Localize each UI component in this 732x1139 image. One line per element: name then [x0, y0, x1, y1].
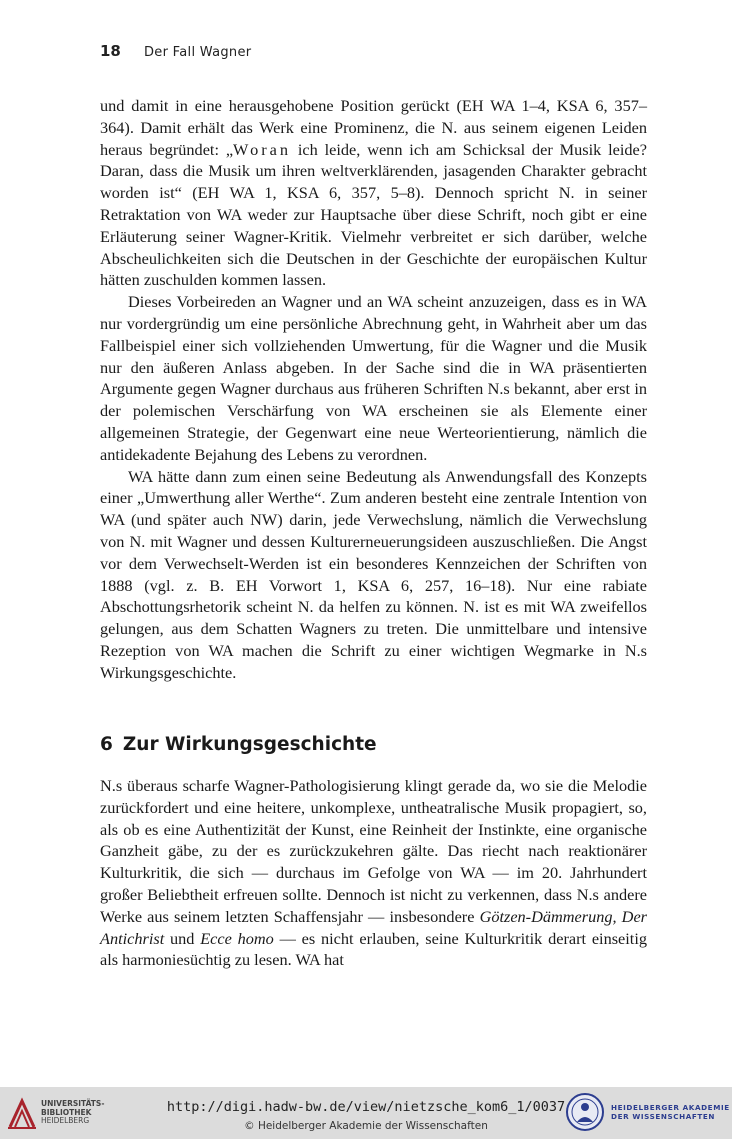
text-block-bottom — [100, 775, 647, 971]
library-line-1: UNIVERSITÄTS- — [41, 1099, 105, 1108]
paragraph-2: Dieses Vorbeireden an Wagner und an WA scheint anzuzeigen, dass es in WA nur vordergründig um eine persönliche Abrechnung geht, in Wahrheit aber um das Fallbeispiel einer sich vollziehenden Umwertung, für die Wagner und die Musik nur den äußeren Anlass abgeben. In der Sache sind die in WA präsentierten Argumente gegen Wagner durchaus aus früheren Schriften N.s bekannt, aber erst in der polemischen Verschärfung von WA erscheinen sie als Elemente einer allgemeinen Strategie, der Gegenwart eine neue Werteorientierung, nämlich die antidekadente Bejahung des Lebens zu verordnen. — [100, 292, 647, 464]
academy-name — [611, 1103, 730, 1121]
running-title: Der Fall Wagner — [144, 45, 252, 60]
section-heading — [100, 734, 377, 755]
paragraph-1-part-b: ich leide, wenn ich am Schicksal der Musik leide? Daran, dass die Musik um ihren weltverklärenden, jasagenden Charakter gebracht worden ist“ (EH WA 1, KSA 6, 357, 5–8). Dennoch spricht N. in seiner Retraktation von WA weder zur Hauptsache über diese Schrift, noch gibt er eine Erläuterung seiner Wagner-Kritik. Vielmehr verbreitet er sich darüber, welche Abscheulichkeiten sich die Deutschen in der Geschichte der europäischen Kultur hätten zuschulden kommen lassen. — [100, 139, 648, 290]
text-block-top — [100, 95, 647, 684]
academy-line-2: DER WISSENSCHAFTEN — [611, 1112, 716, 1121]
paragraph-4-part-c: — es nicht erlauben, seine Kulturkritik derart einseitig als harmoniesüchtig zu lesen. WA hat — [100, 928, 647, 970]
library-line-3: HEIDELBERG — [41, 1116, 90, 1125]
paragraph-4-part-b: und — [164, 928, 201, 948]
paragraph-1-part-a: und damit in eine herausgehobene Position gerückt (EH WA 1–4, KSA 6, 357–364). Damit erhält das Werk eine Prominenz, die N. aus seinem eigenen Leiden heraus begründet: „ — [100, 96, 647, 159]
italic-ecce-homo: Ecce homo — [200, 928, 274, 948]
running-head — [100, 42, 251, 64]
paragraph-3: WA hätte dann zum einen seine Bedeutung als Anwendungsfall des Konzepts einer „Umwerthung aller Werthe“. Zum anderen besteht eine zentrale Intention von WA (und später auch NW) darin, jede Verwechslung, nämlich die Verwechslung von N. mit Wagner und dessen Kulturerneuerungsideen auszuschließen. Die Angst vor dem Verwechselt-Werden ist ein besonderes Kennzeichen der Schriften von 1888 (vgl. z. B. EH Vorwort 1, KSA 6, 257, 16–18). Nur eine rabiate Abschottungsrhetorik scheint N. da helfen zu können. N. ist es mit WA zweifellos gelungen, aus dem Schatten Wagners zu treten. Die unmittelbare und intensive Rezeption von WA machen die Schrift zu einer wichtigen Wegmarke in N.s Wirkungsgeschichte. — [100, 466, 647, 682]
academy-seal-icon[interactable] — [565, 1092, 605, 1132]
page-number: 18 — [100, 42, 121, 60]
source-url-link[interactable]: http://digi.hadw-bw.de/view/nietzsche_kom6_1/0037 — [166, 1099, 566, 1115]
library-line-2: BIBLIOTHEK — [41, 1107, 92, 1117]
footer-bar — [0, 1087, 732, 1139]
spaced-emphasis: Woran — [233, 139, 292, 159]
paragraph-4-part-a: N.s überaus scharfe Wagner-Pathologisierung klingt gerade da, wo sie die Melodie zurückfordert und eine heitere, unkomplexe, untheatralische Musik propagiert, so, als ob es eine Authentizität der Kunst, eine Reinheit der Instinkte, eine organische Ganzheit gäbe, zu der es zurückzukehren gälte. Das riecht nach reaktionärer Kulturkritik, die sich — durchaus im Gefolge von WA — im 20. Jahrhundert großer Beliebtheit erfreuen sollte. Dennoch ist nicht zu verkennen, dass N.s andere Werke aus seinem letzten Schaffensjahr — insbesondere — [100, 776, 647, 926]
section-number: 6 — [100, 734, 113, 755]
paragraph-4 — [100, 775, 647, 971]
copyright-notice: © Heidelberger Akademie der Wissenschaften — [244, 1120, 488, 1132]
paragraph-1 — [100, 95, 647, 291]
academy-line-1: HEIDELBERGER AKADEMIE — [611, 1103, 730, 1112]
section-title: Zur Wirkungsgeschichte — [122, 734, 377, 755]
italic-titles: Götzen-Dämmerung, Der Antichrist — [100, 906, 648, 948]
